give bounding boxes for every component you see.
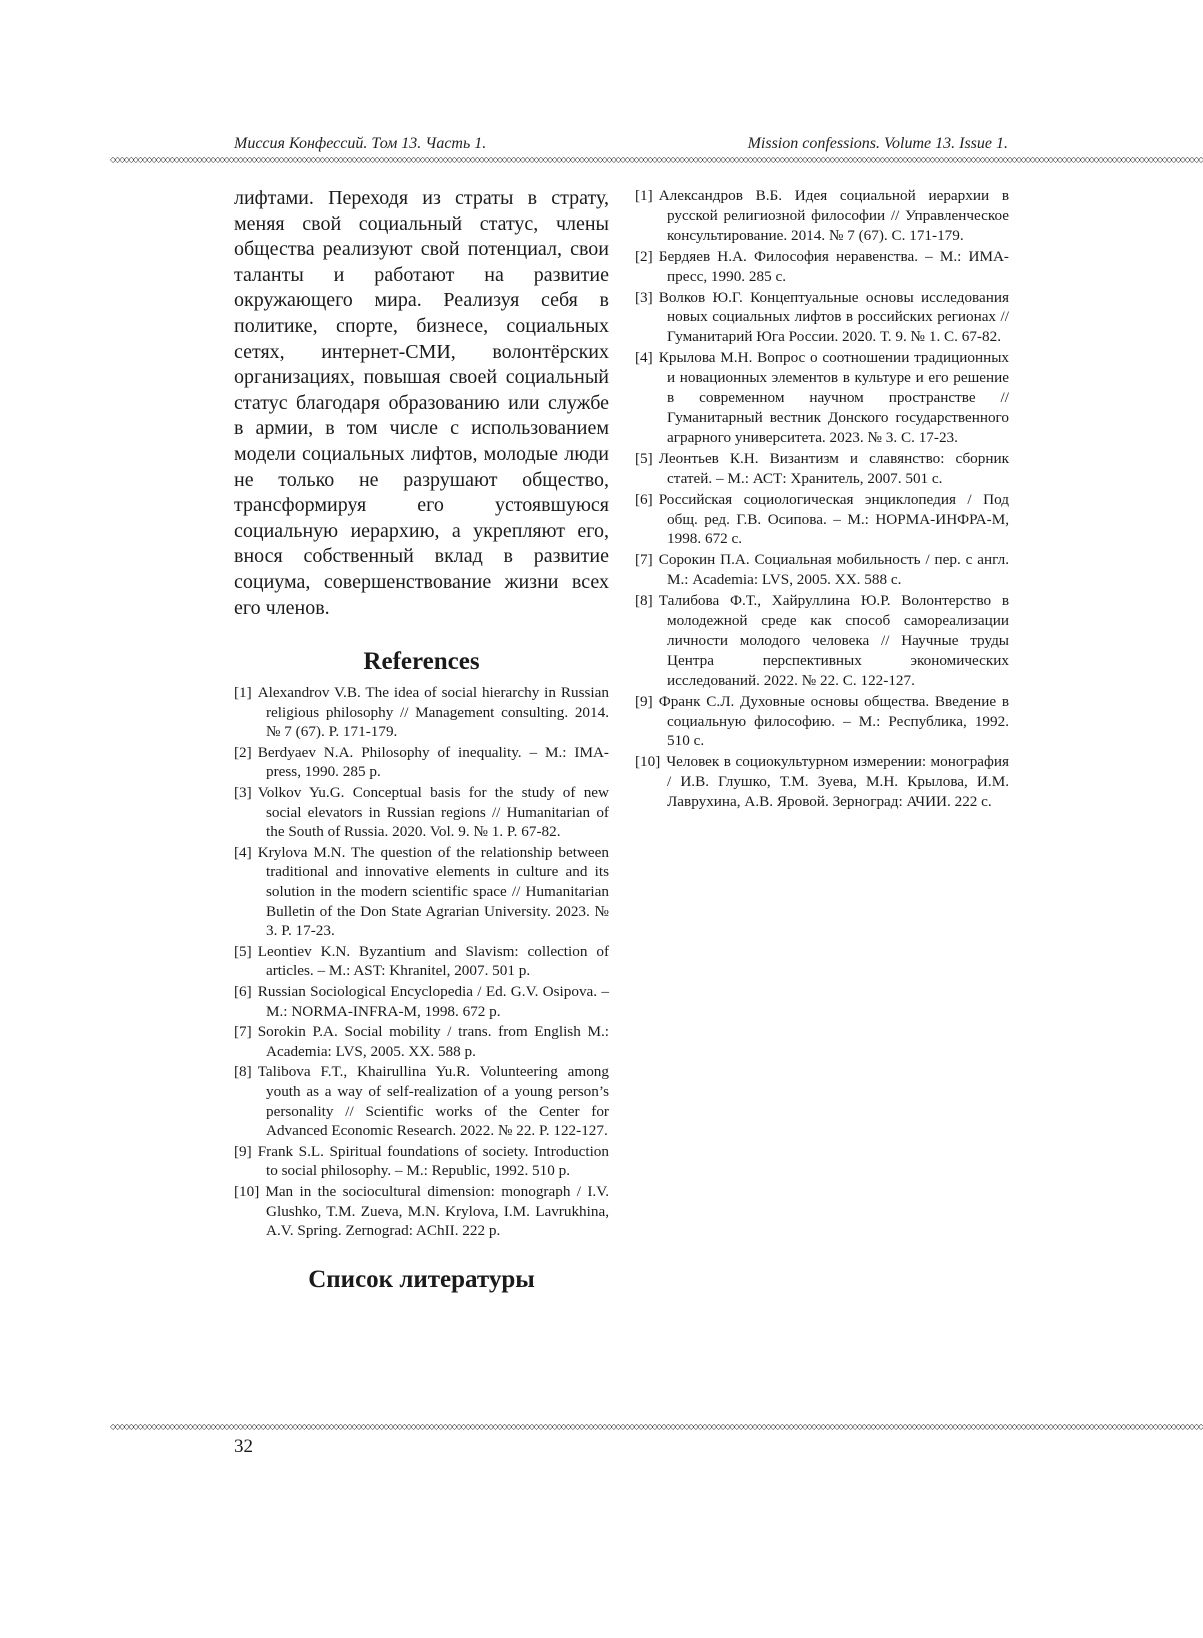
reference-item	[635, 692, 1009, 752]
page-number: 32	[234, 1436, 253, 1458]
reference-number: [10]	[635, 753, 660, 770]
reference-text: Талибова Ф.Т., Хайруллина Ю.Р. Волонтерство в молодежной среде как способ самореализа­ции личности молодого человека // Научные труды Центра перспективных экономических исследований. 2022. № 22. С. 122-127.	[659, 592, 1009, 689]
references-list	[234, 683, 609, 1241]
reference-text: Krylova M.N. The question of the relationship between traditional and innovative elements in culture and its solution in the modern scientific space // Humanitarian Bulletin of the Don State Agrarian University. 2023. № 3. P. 17-23.	[258, 844, 609, 939]
reference-number: [2]	[635, 248, 653, 265]
reference-item	[234, 683, 609, 742]
reference-number: [2]	[234, 744, 252, 761]
reference-text: Volkov Yu.G. Conceptual basis for the study of new social elevators in Russian regions // Hu­manitarian of the South of Russia. 2020. Vol. 9. № 1. P. 67-82.	[258, 784, 609, 840]
reference-text: Berdyaev N.A. Philosophy of inequality. – M.: IMA-press, 1990. 285 p.	[258, 744, 609, 781]
reference-text: Russian Sociological Encyclopedia / Ed. G.V. Osipo­va. – M.: NORMA-INFRA-M, 1998. 672 p.	[258, 983, 609, 1020]
reference-item	[234, 1022, 609, 1061]
reference-item	[234, 982, 609, 1021]
reference-item	[234, 1182, 609, 1241]
reference-number: [9]	[635, 693, 653, 710]
reference-number: [5]	[234, 943, 252, 960]
reference-number: [7]	[635, 551, 653, 568]
journal-title-en: Mission confessions. Volume 13. Issue 1.	[748, 135, 1008, 153]
reference-item	[635, 449, 1009, 489]
reference-item	[234, 942, 609, 981]
reference-number: [3]	[635, 289, 653, 306]
literature-list	[635, 186, 1009, 812]
reference-item	[635, 348, 1009, 448]
reference-item	[234, 783, 609, 842]
reference-text: Крылова М.Н. Вопрос о соотношении тради­ционных и новационных элементов в куль­туре и его решение в современном научном пространстве // Гуманитарный вестник Дон­ского государственного аграрного универси­тета. 2023. № 3. С. 17-23.	[659, 349, 1009, 446]
reference-text: Человек в социокультурном измерении: монография / И.В. Глушко, Т.М. Зуева, М.Н. Крылова, И.М. Лаврухина, А.В. Яровой. Зерноград: АЧИИ. 222 с.	[666, 753, 1009, 810]
reference-text: Бердяев Н.А. Философия неравенства. – М.: ИМА-пресс, 1990. 285 с.	[659, 248, 1009, 285]
reference-item	[635, 186, 1009, 246]
literature-heading: Список литературы	[234, 1265, 609, 1295]
reference-item	[635, 550, 1009, 590]
reference-number: [4]	[234, 844, 252, 861]
ornamental-divider-bottom: ◇◇◇◇◇◇◇◇◇◇◇◇◇◇◇◇◇◇◇◇◇◇◇◇◇◇◇◇◇◇◇◇◇◇◇◇◇◇◇◇◇◇◇◇◇◇◇◇◇◇◇◇◇◇◇◇◇◇◇◇◇◇◇◇◇◇◇◇◇◇◇◇◇◇◇◇◇◇◇◇◇◇◇◇◇◇◇◇◇◇◇◇◇◇◇◇◇◇◇◇◇◇◇◇◇◇◇◇◇◇◇◇◇◇◇◇◇◇◇◇◇◇◇◇◇◇◇◇◇◇◇◇◇◇◇◇◇◇◇◇◇◇◇◇◇◇◇◇◇◇◇◇◇◇◇◇◇◇◇◇◇◇◇◇◇◇◇◇◇◇◇◇◇◇◇◇◇◇◇◇◇◇◇◇◇◇◇◇◇◇◇◇◇◇◇◇◇◇◇◇◇◇◇◇◇◇◇◇◇◇◇◇◇◇◇◇◇◇◇◇◇◇◇◇◇◇◇◇◇◇◇◇◇◇◇◇◇◇◇◇	[110, 1422, 1086, 1432]
reference-number: [6]	[635, 491, 653, 508]
reference-item	[234, 1142, 609, 1181]
reference-text: Сорокин П.А. Социальная мобильность / пер. с англ. М.: Academia: LVS, 2005. XX. 588 с.	[659, 551, 1009, 588]
reference-item	[635, 591, 1009, 691]
reference-item	[635, 247, 1009, 287]
reference-number: [10]	[234, 1183, 259, 1200]
reference-item	[234, 1062, 609, 1140]
reference-number: [4]	[635, 349, 653, 366]
reference-number: [9]	[234, 1143, 252, 1160]
right-column	[635, 186, 1009, 813]
reference-text: Волков Ю.Г. Концептуальные основы иссле­дования новых социальных лифтов в россий­ских регионах // Гуманитарий Юга России. 2020. Т. 9. № 1. С. 67-82.	[659, 289, 1009, 346]
reference-text: Александров В.Б. Идея социальной иерархии в русской религиозной философии // Управ­ленческое консультирование. 2014. № 7 (67). С. 171-179.	[659, 187, 1009, 244]
reference-number: [5]	[635, 450, 653, 467]
reference-number: [8]	[234, 1063, 252, 1080]
reference-number: [1]	[234, 684, 252, 701]
left-column	[234, 186, 609, 1295]
reference-text: Man in the sociocultural dimension: mono­graph / I.V. Glushko, T.M. Zueva, M.N. Kry­lova, I.M. Lavrukhina, A.V. Spring. Zernograd: AChII. 222 p.	[265, 1183, 609, 1239]
reference-number: [7]	[234, 1023, 252, 1040]
reference-text: Talibova F.T., Khairullina Yu.R. Volunteering among youth as a way of self-realization of a young person’s personality // Scientific works of the Center for Advanced Economic Research. 2022. № 22. P. 122-127.	[258, 1063, 609, 1139]
reference-number: [6]	[234, 983, 252, 1000]
references-heading: References	[234, 647, 609, 677]
reference-number: [8]	[635, 592, 653, 609]
reference-text: Leontiev K.N. Byzantium and Slavism: collection of articles. – M.: AST: Khranitel, 2007. 501 p.	[258, 943, 609, 980]
reference-item	[234, 743, 609, 782]
reference-number: [1]	[635, 187, 653, 204]
reference-text: Frank S.L. Spiritual foundations of society. In­troduction to social philosophy. – M.: Republic, 1992. 510 p.	[258, 1143, 609, 1180]
reference-item	[635, 490, 1009, 550]
reference-text: Франк С.Л. Духовные основы общества. Вве­дение в социальную философию. – М.: Респу­блика, 1992. 510 с.	[659, 693, 1009, 750]
running-head	[234, 135, 1008, 157]
reference-number: [3]	[234, 784, 252, 801]
reference-text: Alexandrov V.B. The idea of social hierarchy in Russian religious philosophy // Management consulting. 2014. № 7 (67). P. 171-179.	[258, 684, 609, 740]
ornamental-divider-top: ◇◇◇◇◇◇◇◇◇◇◇◇◇◇◇◇◇◇◇◇◇◇◇◇◇◇◇◇◇◇◇◇◇◇◇◇◇◇◇◇◇◇◇◇◇◇◇◇◇◇◇◇◇◇◇◇◇◇◇◇◇◇◇◇◇◇◇◇◇◇◇◇◇◇◇◇◇◇◇◇◇◇◇◇◇◇◇◇◇◇◇◇◇◇◇◇◇◇◇◇◇◇◇◇◇◇◇◇◇◇◇◇◇◇◇◇◇◇◇◇◇◇◇◇◇◇◇◇◇◇◇◇◇◇◇◇◇◇◇◇◇◇◇◇◇◇◇◇◇◇◇◇◇◇◇◇◇◇◇◇◇◇◇◇◇◇◇◇◇◇◇◇◇◇◇◇◇◇◇◇◇◇◇◇◇◇◇◇◇◇◇◇◇◇◇◇◇◇◇◇◇◇◇◇◇◇◇◇◇◇◇◇◇◇◇◇◇◇◇◇◇◇◇◇◇◇◇◇◇◇◇◇◇◇◇◇◇◇◇◇	[110, 155, 1086, 165]
reference-text: Леонтьев К.Н. Византизм и славянство: сбор­ник статей. – М.: АСТ: Хранитель, 2007. 501 с.	[659, 450, 1009, 487]
reference-item	[635, 752, 1009, 812]
body-paragraph: лифтами. Переходя из страты в страту, меняя свой социальный статус, члены общества реализуют свой потенциал, свои таланты и работают на развитие окружающего мира. Реализуя себя в политике, спорте, бизнесе, социальных сетях, интернет-СМИ, волонтёрских организациях, повышая своей социаль­ный статус благодаря образованию или службе в армии, в том числе с исполь­зованием модели социальных лифтов, молодые люди не только не разрушают общество, трансформируя его устояв­шуюся социальную иерархию, а укре­пляют его, внося собственный вклад в развитие социума, совершенствование жизни всех его членов.	[234, 186, 609, 621]
reference-item	[234, 843, 609, 941]
reference-text: Sorokin P.A. Social mobility / trans. from English M.: Academia: LVS, 2005. XX. 588 p.	[258, 1023, 609, 1060]
reference-text: Российская социологическая энциклопедия / Под общ. ред. Г.В. Осипова. – М.: НОРМА-ИНФРА-М, 1998. 672 с.	[659, 491, 1009, 548]
reference-item	[635, 288, 1009, 348]
journal-title-ru: Миссия Конфессий. Том 13. Часть 1.	[234, 135, 486, 153]
